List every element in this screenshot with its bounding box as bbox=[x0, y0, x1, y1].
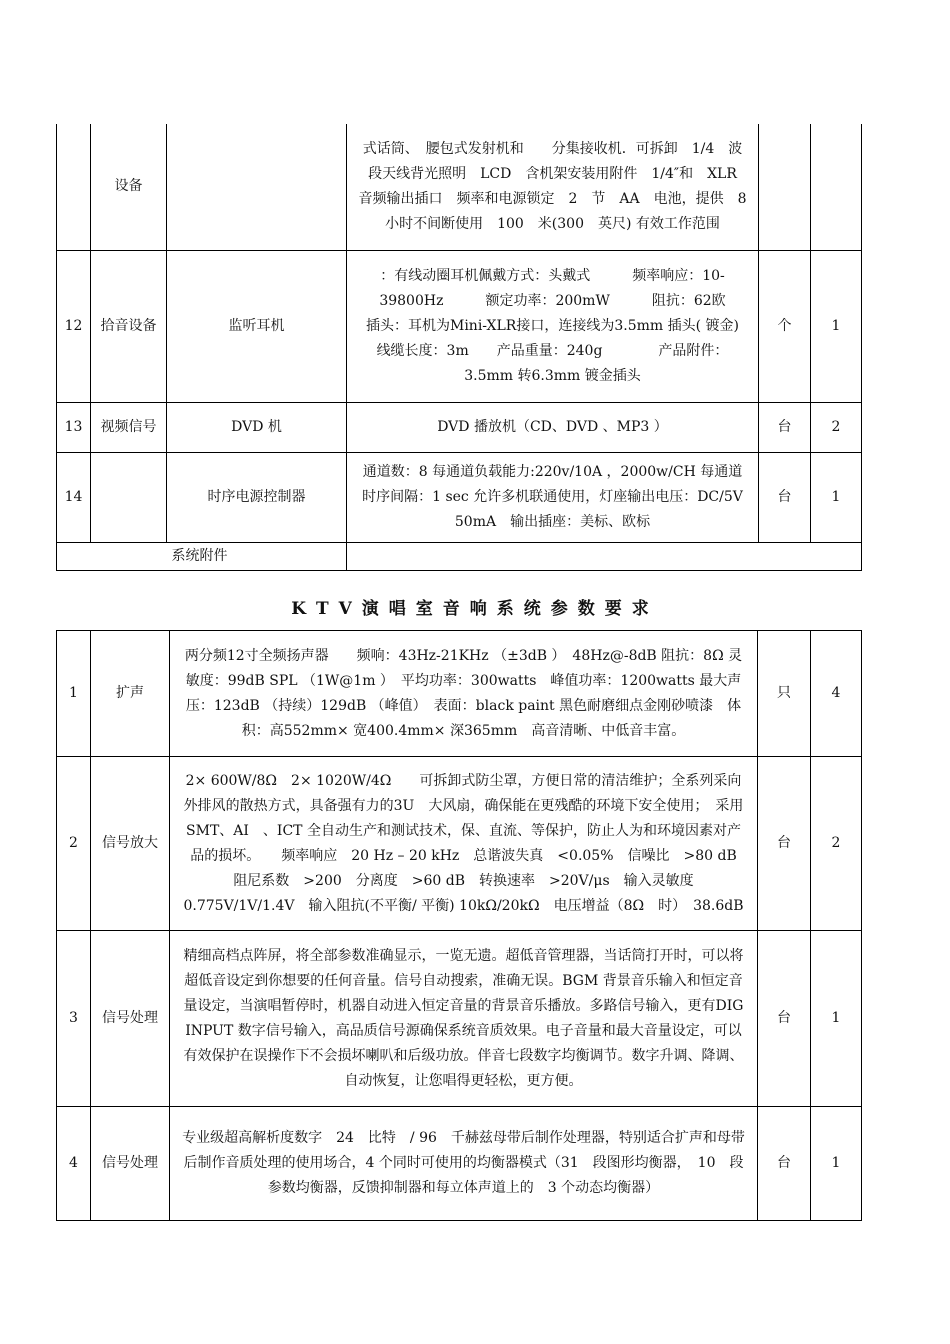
row-unit: 只 bbox=[758, 631, 811, 757]
system-accessories-label: 系统附件 bbox=[57, 542, 347, 570]
row-description: 式话筒、 腰包式发射机和 分集接收机．可拆卸 1/4 波段天线背光照明 LCD 含机架安装用附件 1/4″和 XLR 音频输出插口 频率和电源锁定 2 节 AA 电池，提供 8 小时不间断使用 100 米(300 英尺) 有效工作范围 bbox=[347, 124, 759, 250]
row-category: 视频信号 bbox=[91, 402, 167, 452]
row-quantity: 1 bbox=[811, 250, 862, 402]
row-number: 13 bbox=[57, 402, 91, 452]
row-number: 3 bbox=[57, 931, 91, 1107]
row-description: 通道数：8 每通道负载能力:220v/10A ，2000w/CH 每通道时序间隔：1 sec 允许多机联通使用，灯座输出电压：DC/5V 50mA 输出插座：美标、欧标 bbox=[347, 452, 759, 542]
row-unit bbox=[759, 124, 811, 250]
table-row bbox=[57, 124, 862, 250]
row-category: 信号放大 bbox=[91, 757, 170, 931]
row-category bbox=[91, 452, 167, 542]
row-number: 4 bbox=[57, 1107, 91, 1221]
row-unit: 台 bbox=[759, 402, 811, 452]
row-unit: 台 bbox=[759, 452, 811, 542]
row-quantity: 1 bbox=[811, 931, 862, 1107]
section-title: KTV演唱室音响系统参数要求 bbox=[291, 599, 659, 619]
table-row bbox=[57, 631, 862, 757]
row-name: 时序电源控制器 bbox=[167, 452, 347, 542]
row-unit: 台 bbox=[758, 931, 811, 1107]
row-name: 监听耳机 bbox=[167, 250, 347, 402]
empty-cell bbox=[347, 542, 862, 570]
row-quantity: 1 bbox=[811, 452, 862, 542]
ktv-audio-table bbox=[56, 630, 862, 1221]
row-category: 拾音设备 bbox=[91, 250, 167, 402]
table-row bbox=[57, 402, 862, 452]
equipment-table-1 bbox=[56, 124, 862, 571]
row-description: 专业级超高解析度数字 24 比特 / 96 千赫兹母带后制作处理器，特别适合扩声和母带后制作音质处理的使用场合，4 个同时可使用的均衡器模式（31 段图形均衡器， 10 段参数均衡器，反馈抑制器和每立体声道上的 3 个动态均衡器） bbox=[170, 1107, 758, 1221]
table-row bbox=[57, 250, 862, 402]
row-name bbox=[167, 124, 347, 250]
row-number: 2 bbox=[57, 757, 91, 931]
row-quantity: 2 bbox=[811, 402, 862, 452]
row-number: 1 bbox=[57, 631, 91, 757]
row-description: ：有线动圈耳机佩戴方式：头戴式 频率响应：10-39800Hz 额定功率：200mW 阻抗：62欧 插头：耳机为Mini-XLR接口，连接线为3.5mm 插头( 镀金) 线缆长度：3m 产品重量：240g 产品附件：3.5mm 转6.3mm 镀金插头 bbox=[347, 250, 759, 402]
table-row bbox=[57, 1107, 862, 1221]
row-number: 14 bbox=[57, 452, 91, 542]
row-quantity: 4 bbox=[811, 631, 862, 757]
row-unit: 个 bbox=[759, 250, 811, 402]
row-number bbox=[57, 124, 91, 250]
row-description: 2× 600W/8Ω 2× 1020W/4Ω 可拆卸式防尘罩，方便日常的清洁维护；全系列采向外排风的散热方式，具备强有力的3U 大风扇，确保能在更残酷的环境下安全使用； 采用SMT、AI 、ICT 全自动生产和测试技术，保、直流、等保护，防止人为和环境因素对产品的损坏。 频率响应 20 Hz – 20 kHz 总谐波失真 <0.05% 信噪比 >80 dB 阻尼系数 >200 分离度 >60 dB 转换速率 >20V/μs 输入灵敏度 0.775V/1V/1.4V 输入阻抗(不平衡/ 平衡) 10kΩ/20kΩ 电压增益（8Ω 时） 38.6dB bbox=[170, 757, 758, 931]
row-category: 信号处理 bbox=[91, 1107, 170, 1221]
row-description: 精细高档点阵屏，将全部参数准确显示，一览无遗。超低音管理器，当话筒打开时，可以将超低音设定到你想要的任何音量。信号自动搜索，准确无误。BGM 背景音乐输入和恒定音量设定，当演唱暂停时，机器自动进入恒定音量的背景音乐播放。多路信号输入，更有DIG INPUT 数字信号输入，高品质信号源确保系统音质效果。电子音量和最大音量设定，可以有效保护在误操作下不会损坏喇叭和后级功放。伴音七段数字均衡调节。数字升调、降调、自动恢复，让您唱得更轻松，更方便。 bbox=[170, 931, 758, 1107]
row-quantity: 2 bbox=[811, 757, 862, 931]
row-unit: 台 bbox=[758, 757, 811, 931]
row-quantity: 1 bbox=[811, 1107, 862, 1221]
row-category: 设备 bbox=[91, 124, 167, 250]
row-description: DVD 播放机（CD、DVD 、MP3 ） bbox=[347, 402, 759, 452]
row-number: 12 bbox=[57, 250, 91, 402]
row-quantity bbox=[811, 124, 862, 250]
row-category: 信号处理 bbox=[91, 931, 170, 1107]
table-footer-row bbox=[57, 542, 862, 570]
row-unit: 台 bbox=[758, 1107, 811, 1221]
table-row bbox=[57, 931, 862, 1107]
table-row bbox=[57, 452, 862, 542]
row-description: 两分频12寸全频扬声器 频响：43Hz-21KHz （±3dB ） 48Hz@-8dB 阻抗：8Ω 灵敏度：99dB SPL （1W@1m ） 平均功率：300watts 峰值功率：1200watts 最大声压：123dB （持续）129dB （峰值） 表面：black paint 黑色耐磨细点金刚砂喷漆 体积：高552mm× 宽400.4mm× 深365mm 高音清晰、中低音丰富。 bbox=[170, 631, 758, 757]
row-category: 扩声 bbox=[91, 631, 170, 757]
row-name: DVD 机 bbox=[167, 402, 347, 452]
table-row bbox=[57, 757, 862, 931]
